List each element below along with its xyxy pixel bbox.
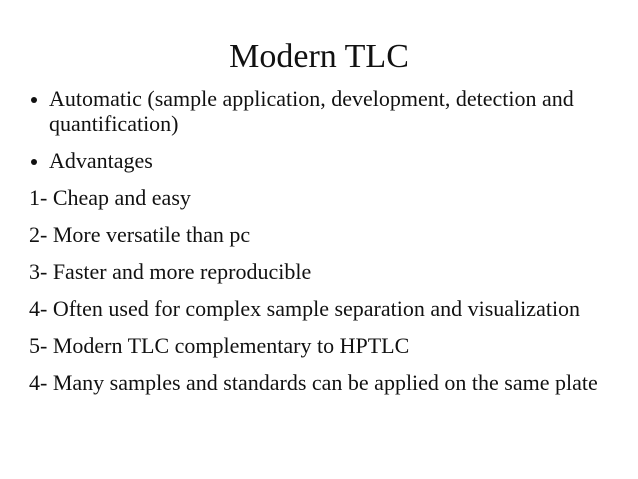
numbered-item [0, 259, 630, 284]
numbered-item [0, 296, 630, 321]
numbered-item [0, 222, 630, 247]
slide-title: Modern TLC [229, 38, 409, 75]
numbered-text: 4- Many samples and standards can be applied on the same plate [29, 370, 598, 395]
bullet-text: Advantages [49, 148, 153, 173]
bullet-item [0, 148, 630, 173]
numbered-text: 3- Faster and more reproducible [29, 259, 312, 284]
numbered-text: 2- More versatile than pc [29, 222, 251, 247]
bullet-dot-icon [31, 159, 37, 165]
numbered-text: 5- Modern TLC complementary to HPTLC [29, 333, 410, 358]
numbered-item [0, 370, 630, 395]
numbered-item [0, 333, 630, 358]
bullet-text: Automatic (sample application, development, detection and quantification) [49, 86, 574, 136]
numbered-item [0, 185, 630, 210]
numbered-text: 4- Often used for complex sample separation and visualization [29, 296, 581, 321]
numbered-text: 1- Cheap and easy [29, 185, 191, 210]
bullet-item [0, 86, 630, 136]
bullet-dot-icon [31, 97, 37, 103]
slide-content [0, 86, 630, 407]
